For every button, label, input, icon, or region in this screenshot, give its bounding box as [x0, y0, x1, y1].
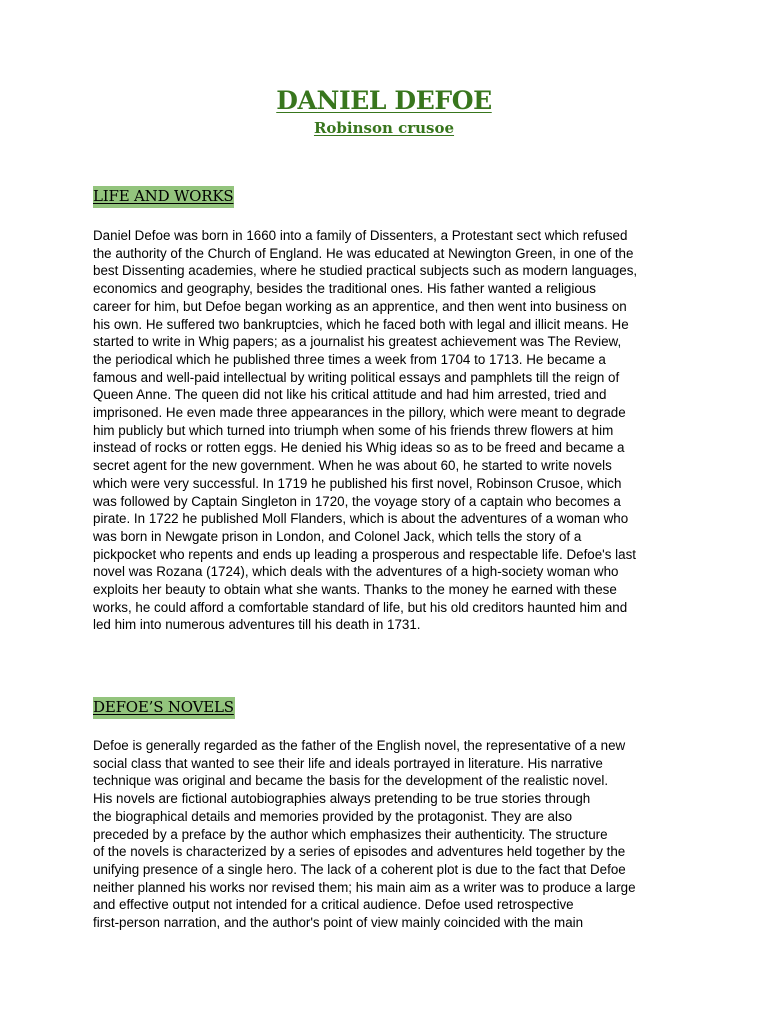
paragraph-line: His novels are fictional autobiographies always pretending to be true stories through — [93, 791, 591, 807]
paragraph-line: economics and geography, besides the traditional ones. His father wanted a religious — [93, 281, 596, 297]
paragraph-line: led him into numerous adventures till his death in 1731. — [93, 617, 421, 633]
paragraph-line: pickpocket who repents and ends up leading a prosperous and respectable life. Defoe's last — [93, 546, 636, 562]
paragraph-line: Queen Anne. The queen did not like his critical attitude and had him arrested, tried and — [93, 387, 607, 403]
paragraph-line: social class that wanted to see their life and ideals portrayed in literature. His narrative — [93, 755, 603, 771]
paragraph-line: his own. He suffered two bankruptcies, which he faced both with legal and illicit means. He — [93, 316, 629, 332]
paragraph-line: and effective output not intended for a critical audience. Defoe used retrospective — [93, 897, 574, 913]
paragraph-line: was followed by Captain Singleton in 1720, the voyage story of a captain who becomes a — [93, 493, 621, 509]
paragraph-line: him publicly but which turned into triumph when some of his friends threw flowers at him — [93, 422, 614, 438]
paragraph-line: the biographical details and memories provided by the protagonist. They are also — [93, 808, 573, 824]
paragraph-line: career for him, but Defoe began working as an apprentice, and then went into business on — [93, 298, 627, 314]
paragraph-line: novel was Rozana (1724), which deals with the adventures of a high-society woman who — [93, 564, 619, 580]
document-title: DANIEL DEFOE — [276, 86, 492, 115]
paragraph-line: exploits her beauty to obtain what she wants. Thanks to the money he earned with these — [93, 582, 617, 598]
section-heading-life-and-works: LIFE AND WORKS — [93, 186, 234, 208]
paragraph-line: imprisoned. He even made three appearances in the pillory, which were meant to degrade — [93, 405, 626, 421]
paragraph-line: the authority of the Church of England. He was educated at Newington Green, in one of the — [93, 245, 634, 261]
paragraph-line: was born in Newgate prison in London, and Colonel Jack, which tells the story of a — [93, 528, 582, 544]
paragraph-line: Defoe is generally regarded as the father of the English novel, the representative of a new — [93, 738, 626, 753]
paragraph-line: which were very successful. In 1719 he published his first novel, Robinson Crusoe, which — [93, 475, 622, 491]
paragraph-line: works, he could afford a comfortable standard of life, but his old creditors haunted him and — [93, 599, 628, 615]
paragraph-line: first-person narration, and the author's point of view mainly coincided with the main — [93, 915, 584, 931]
paragraph-line: best Dissenting academies, where he studied practical subjects such as modern languages, — [93, 263, 638, 279]
paragraph-line: famous and well-paid intellectual by writing political essays and pamphlets till the reign of — [93, 369, 620, 385]
paragraph-line: instead of rocks or rotten eggs. He denied his Whig ideas so as to be freed and became a — [93, 440, 625, 456]
paragraph-line: of the novels is characterized by a series of episodes and adventures held together by the — [93, 844, 626, 860]
paragraph-line: preceded by a preface by the author which emphasizes their authenticity. The structure — [93, 826, 608, 842]
paragraph-line: technique was original and became the basis for the development of the realistic novel. — [93, 773, 609, 789]
document-subtitle: Robinson crusoe — [313, 119, 455, 137]
section-body-defoes-novels — [93, 737, 683, 932]
section-heading-defoes-novels: DEFOE’S NOVELS — [93, 697, 235, 719]
paragraph-line: pirate. In 1722 he published Moll Flanders, which is about the adventures of a woman who — [93, 511, 629, 527]
paragraph-line: neither planned his works nor revised them; his main aim as a writer was to produce a large — [93, 879, 636, 895]
title-block — [0, 86, 768, 138]
paragraph-line: secret agent for the new government. When he was about 60, he started to write novels — [93, 458, 612, 474]
paragraph-line: the periodical which he published three times a week from 1704 to 1713. He became a — [93, 351, 606, 367]
paragraph-line: Daniel Defoe was born in 1660 into a family of Dissenters, a Protestant sect which refused — [93, 228, 628, 243]
section-body-life-and-works — [93, 227, 683, 634]
paragraph-line: unifying presence of a single hero. The lack of a coherent plot is due to the fact that Defoe — [93, 861, 626, 877]
paragraph-line: started to write in Whig papers; as a journalist his greatest achievement was The Review, — [93, 334, 622, 350]
